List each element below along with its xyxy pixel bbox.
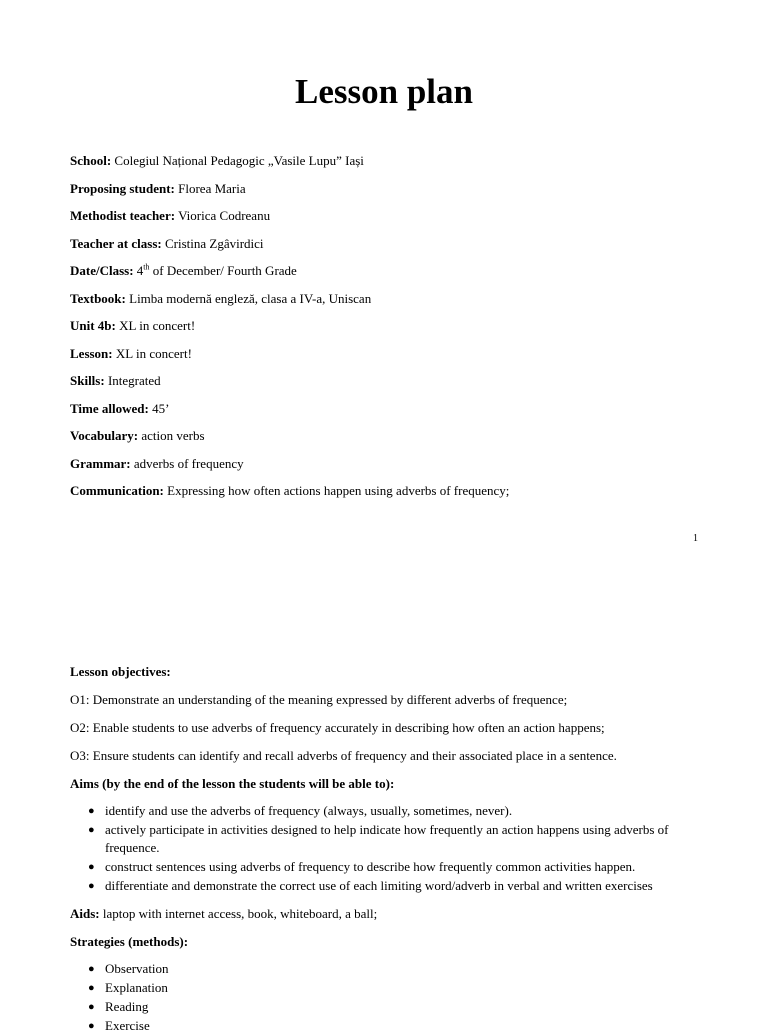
lesson-info [70,152,710,510]
bullet-icon: ● [88,1001,95,1013]
document-title: Lesson plan [295,72,473,111]
strategies-heading: Strategies (methods): [70,934,189,949]
strategy-text: Reading [105,999,149,1014]
aim-text: differentiate and demonstrate the correct use of each limiting word/adverb in verbal and written exercises [105,878,653,893]
aids-value: laptop with internet access, book, whiteboard, a ball; [99,906,378,921]
info-row-vocabulary [70,427,710,455]
bullet-icon: ● [88,982,95,994]
info-label: Skills: [70,373,105,388]
strategy-text: Explanation [105,980,168,995]
info-label: Date/Class: [70,263,134,278]
aims-list [70,802,720,895]
info-row-communication [70,482,710,510]
info-row-date-class [70,262,710,290]
list-item [70,877,720,895]
info-label: Methodist teacher: [70,208,176,223]
info-label: Proposing student: [70,180,175,196]
info-row-school [70,152,710,180]
info-row-time-allowed [70,400,710,428]
page-number: 1 [693,533,698,544]
info-label: Time allowed: [70,400,149,416]
aim-text: actively participate in activities designed to help indicate how frequently an action happens using adverbs of frequence. [105,822,669,855]
bullet-icon: ● [88,1020,95,1032]
list-item [70,821,720,857]
info-value: 45’ [148,400,170,416]
info-label: Textbook: [70,290,126,306]
list-item [70,960,720,978]
list-item [70,1017,720,1035]
info-value-after: of December/ Fourth Grade [149,263,297,278]
info-label: Grammar: [70,455,131,471]
list-item [70,979,720,997]
info-value: 4 [133,263,144,278]
bullet-icon: ● [88,861,95,873]
list-item [70,998,720,1016]
aims-heading: Aims (by the end of the lesson the students will be able to): [70,776,395,791]
info-row-unit [70,317,710,345]
list-item [70,802,720,820]
info-row-teacher-at-class [70,235,710,263]
info-row-lesson [70,345,710,373]
info-value: Colegiul Național Pedagogic „Vasile Lupu” Iași [111,153,364,168]
ordinal-suffix: th [143,262,150,272]
info-label: Teacher at class: [70,235,162,251]
aids-line [70,905,720,923]
aids-label: Aids: [70,906,100,921]
strategy-text: Observation [105,961,169,976]
info-row-methodist-teacher [70,207,710,235]
info-label: Communication: [70,483,164,498]
list-item [70,858,720,876]
lesson-details [70,663,720,1036]
info-value: Cristina Zgâvirdici [161,235,264,251]
info-label: Lesson: [70,345,113,361]
info-value: Integrated [104,373,161,388]
bullet-icon: ● [88,805,95,817]
info-value: adverbs of frequency [130,455,244,471]
info-value: action verbs [138,428,205,443]
info-value: Viorica Codreanu [175,208,271,223]
info-row-grammar [70,455,710,483]
info-value: Florea Maria [174,180,246,196]
info-label: Vocabulary: [70,428,139,443]
info-label: Unit 4b: [70,318,116,333]
objective-item: O2: Enable students to use adverbs of frequency accurately in describing how often an action happens; [70,720,605,735]
bullet-icon: ● [88,880,95,892]
aim-text: construct sentences using adverbs of frequency to describe how frequently common activities happen. [105,859,636,874]
info-row-textbook [70,290,710,318]
info-value: XL in concert! [115,318,196,333]
objective-item: O1: Demonstrate an understanding of the meaning expressed by different adverbs of frequence; [70,692,568,707]
info-label: School: [70,153,112,168]
info-row-skills [70,372,710,400]
info-value: Limba modernă engleză, clasa a IV-a, Uniscan [125,290,372,306]
objective-item: O3: Ensure students can identify and recall adverbs of frequency and their associated place in a sentence. [70,748,617,763]
info-value: Expressing how often actions happen using adverbs of frequency; [163,483,510,498]
info-value: XL in concert! [112,345,192,361]
aim-text: identify and use the adverbs of frequency (always, usually, sometimes, never). [105,803,513,818]
bullet-icon: ● [88,963,95,975]
strategy-text: Exercise [105,1018,150,1033]
objectives-heading: Lesson objectives: [70,664,171,679]
bullet-icon: ● [88,824,95,836]
info-row-proposing-student [70,180,710,208]
